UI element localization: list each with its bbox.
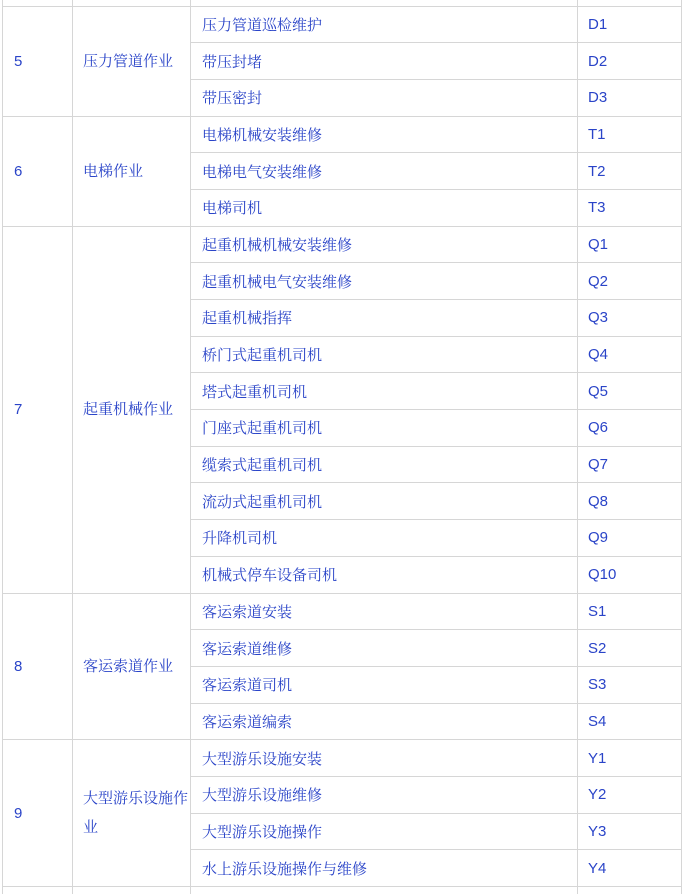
item-name-cell: 门座式起重机司机 [191,410,578,447]
item-code-cell: S2 [578,630,682,667]
section-number-cell: 9 [3,740,73,887]
item-code-cell: Q5 [578,373,682,410]
item-name-cell: 电梯司机 [191,189,578,226]
table-row [3,593,682,630]
partial-cell [578,887,682,894]
item-code-cell: Y1 [578,740,682,777]
item-code-cell: Q6 [578,410,682,447]
item-name-cell: 电梯电气安装维修 [191,153,578,190]
item-name-cell: 客运索道编索 [191,703,578,740]
table-row [3,740,682,777]
item-code-cell: Q9 [578,520,682,557]
section-number-cell: 6 [3,116,73,226]
item-code-cell: D3 [578,79,682,116]
item-name-cell: 升降机司机 [191,520,578,557]
item-code-cell: T2 [578,153,682,190]
partial-cell [3,887,73,894]
item-name-cell: 压力管道巡检维护 [191,6,578,43]
item-code-cell: Q8 [578,483,682,520]
item-name-cell: 起重机械电气安装维修 [191,263,578,300]
item-name-cell: 客运索道司机 [191,666,578,703]
item-code-cell: Y3 [578,813,682,850]
table-row [3,6,682,43]
partial-row-bottom [3,887,682,894]
item-code-cell: S1 [578,593,682,630]
item-code-cell: Q4 [578,336,682,373]
item-code-cell: Y4 [578,850,682,887]
section-category-cell: 客运索道作业 [73,593,191,740]
item-name-cell: 大型游乐设施维修 [191,776,578,813]
item-code-cell: D1 [578,6,682,43]
item-name-cell: 水上游乐设施操作与维修 [191,850,578,887]
partial-cell [73,887,191,894]
section-number-cell: 5 [3,6,73,116]
section-category-cell: 起重机械作业 [73,226,191,593]
table-body [3,0,682,894]
item-name-cell: 大型游乐设施操作 [191,813,578,850]
item-code-cell: Y2 [578,776,682,813]
item-name-cell: 客运索道安装 [191,593,578,630]
item-code-cell: S4 [578,703,682,740]
item-code-cell: T1 [578,116,682,153]
table-row [3,116,682,153]
section-number-cell: 8 [3,593,73,740]
item-code-cell: T3 [578,189,682,226]
item-name-cell: 大型游乐设施安装 [191,740,578,777]
item-name-cell: 电梯机械安装维修 [191,116,578,153]
item-name-cell: 带压封堵 [191,43,578,80]
special-equipment-operations-table [2,0,682,894]
item-name-cell: 机械式停车设备司机 [191,556,578,593]
item-code-cell: S3 [578,666,682,703]
section-category-cell: 大型游乐设施作业 [73,740,191,887]
item-name-cell: 流动式起重机司机 [191,483,578,520]
section-category-cell: 压力管道作业 [73,6,191,116]
item-code-cell: Q2 [578,263,682,300]
item-name-cell: 桥门式起重机司机 [191,336,578,373]
partial-cell [191,887,578,894]
section-category-cell: 电梯作业 [73,116,191,226]
item-name-cell: 塔式起重机司机 [191,373,578,410]
item-name-cell: 起重机械机械安装维修 [191,226,578,263]
item-code-cell: D2 [578,43,682,80]
item-name-cell: 起重机械指挥 [191,300,578,337]
item-code-cell: Q1 [578,226,682,263]
item-name-cell: 客运索道维修 [191,630,578,667]
item-name-cell: 缆索式起重机司机 [191,446,578,483]
item-name-cell: 带压密封 [191,79,578,116]
item-code-cell: Q7 [578,446,682,483]
item-code-cell: Q10 [578,556,682,593]
section-number-cell: 7 [3,226,73,593]
item-code-cell: Q3 [578,300,682,337]
table-row [3,226,682,263]
